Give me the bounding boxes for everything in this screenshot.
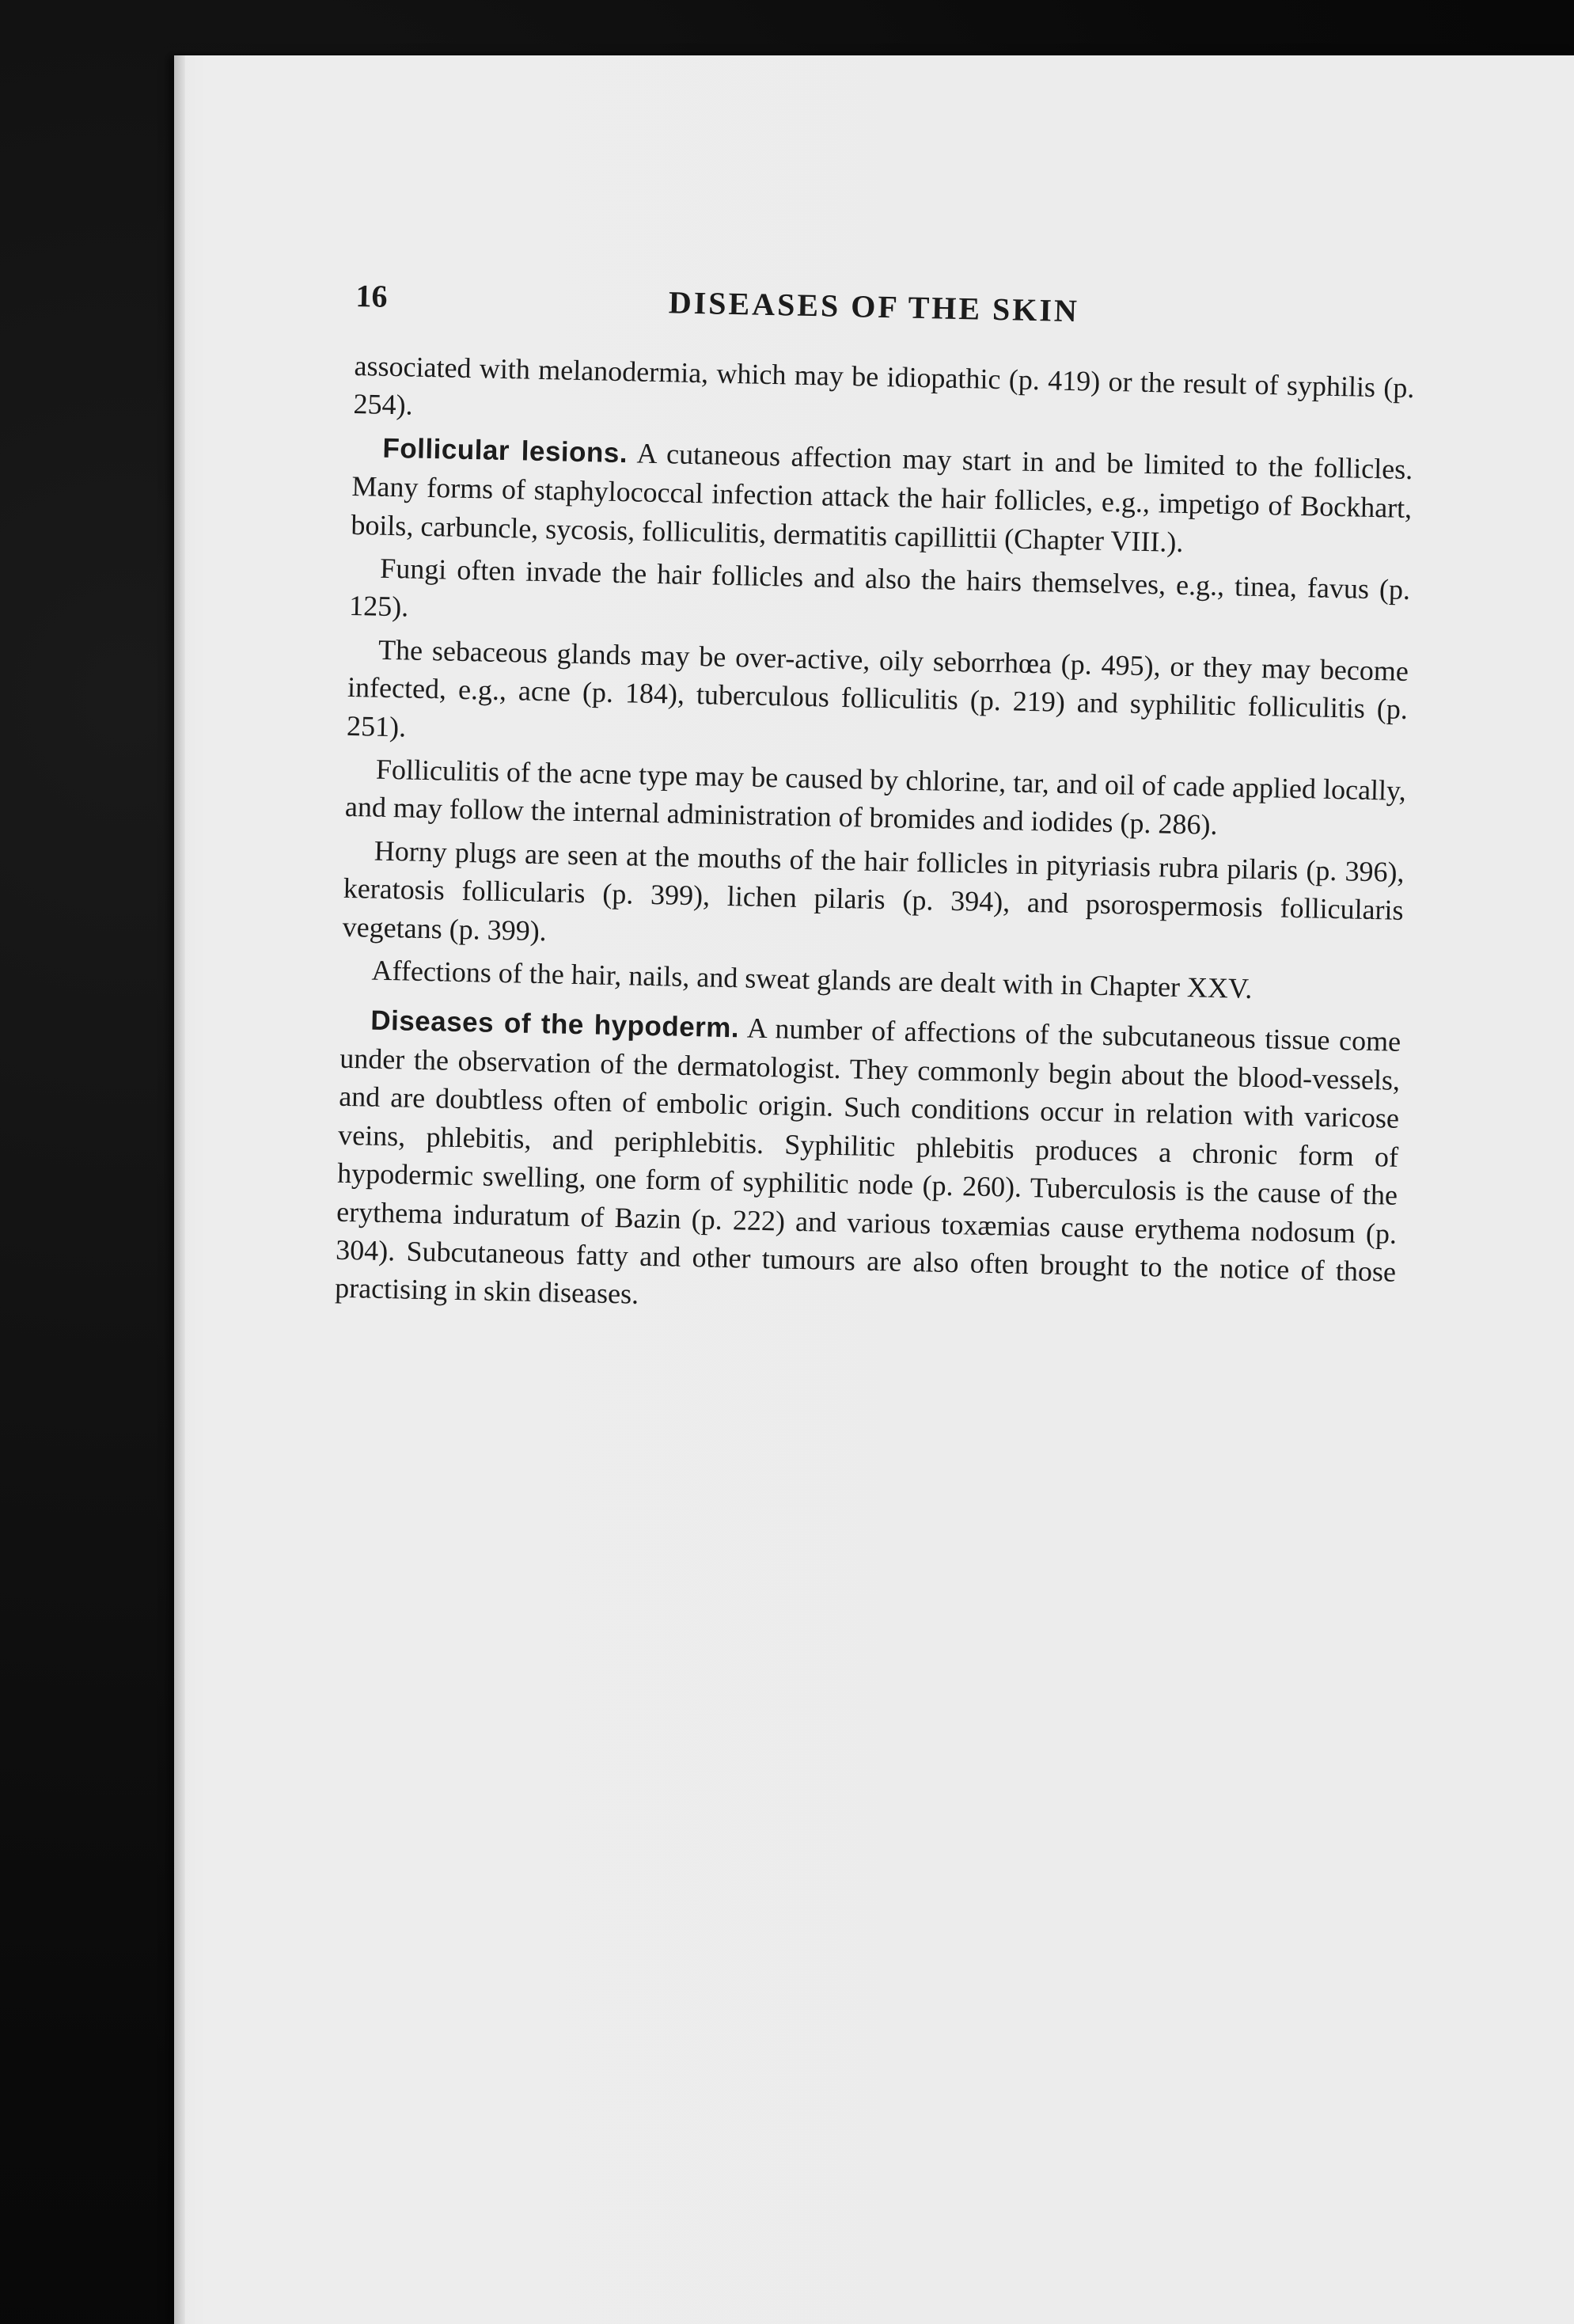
paragraph-sebaceous-glands [347, 630, 1409, 767]
section-heading-follicular-lesions: Follicular lesions. [382, 432, 628, 469]
page-text [335, 277, 1417, 1335]
running-head: DISEASES OF THE SKIN [668, 284, 1080, 329]
paragraph-text: associated with melanodermia, which may be idiopathic (p. 419) or the result of syphilis (p. 254). [353, 349, 1415, 421]
paragraph-text: The sebaceous glands may be over-active, oily seborrhœa (p. 495), or they may become infected, e.g., acne (p. 184), tuberculous folliculitis (p. 219) and syphilitic folliculitis (p. 251). [346, 633, 1409, 743]
section-heading-hypoderm: Diseases of the hypoderm. [370, 1004, 740, 1043]
paragraph-text: Horny plugs are seen at the mouths of the hair follicles in pityriasis rubra pilaris (p. 396), keratosis follicularis (p. 399), lichen pilaris (p. 394), and psorospermosis follicularis vegetans (p. 399). [342, 834, 1405, 947]
page-edge [174, 55, 185, 2324]
paragraph-follicular-lesions [351, 428, 1413, 566]
paragraph-horny-plugs [342, 831, 1405, 968]
page-number: 16 [355, 277, 388, 314]
paragraph-text: A number of affections of the subcutaneous tissue come under the observation of the dermatologist. They commonly begin about the blood-vessels, and are doubtless often of embolic origin. Such conditions occur in relation with varicose veins, phlebitis, and periphlebitis. Syphilitic phlebitis produces a chronic form of hypodermic swelling, one form of syphilitic node (p. 260). Tuberculosis is the cause of the erythema induratum of Bazin (p. 222) and various toxæmias cause erythema nodosum (p. 304). Subcutaneous fatty and other tumours are also often brought to the notice of those practising in skin diseases. [334, 1012, 1401, 1311]
paragraph-text: Fungi often invade the hair follicles and also the hairs themselves, e.g., tinea, favus (p. 125). [348, 552, 1411, 623]
paragraph-text: Affections of the hair, nails, and sweat glands are dealt with in Chapter XXV. [371, 954, 1253, 1005]
paragraph-hypoderm [335, 1000, 1401, 1329]
paragraph-text: A cutaneous affection may start in and be limited to the follicles. Many forms of staphylococcal infection attack the hair follicles, e.g., impetigo of Bockhart, boils, carbuncle, sycosis, folliculitis, dermatitis capillittii (Chapter VIII.). [351, 437, 1413, 558]
paragraph-text: Folliculitis of the acne type may be caused by chlorine, tar, and oil of cade applied locally, and may follow the internal administration of bromides and iodides (p. 286). [344, 753, 1407, 841]
